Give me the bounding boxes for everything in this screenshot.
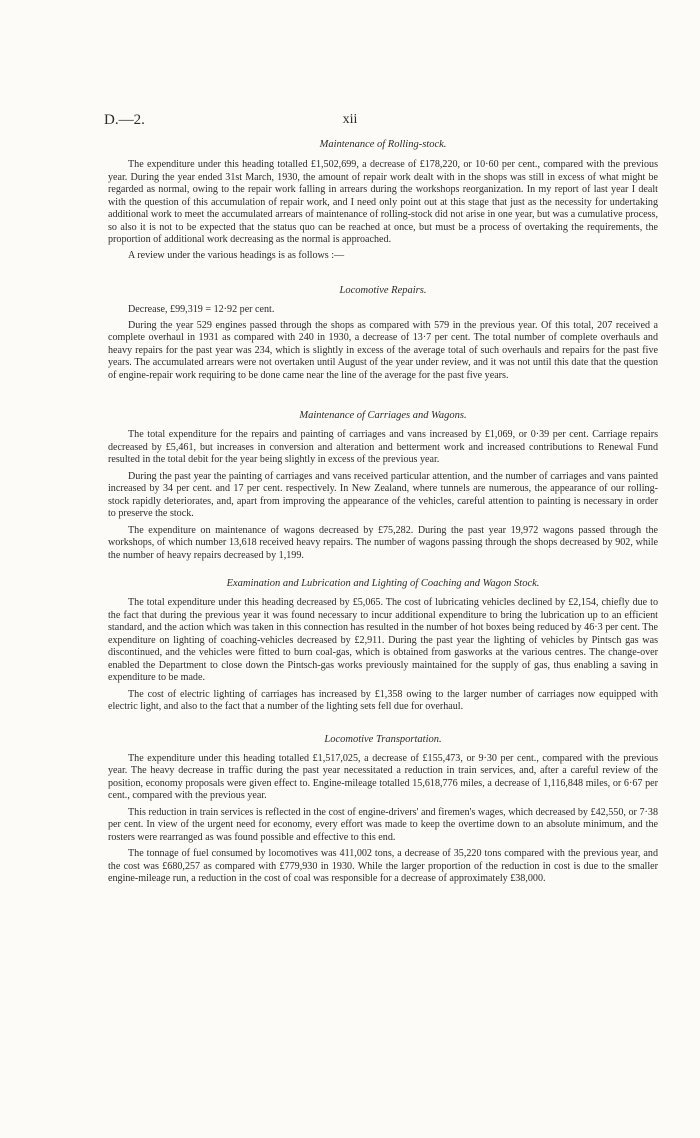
paragraph-rolling-stock-2: A review under the various headings is as follows :— [128, 249, 345, 261]
paragraph-locomotive-repairs: During the year 529 engines passed through the shops as compared with 579 in the previous year. Of this total, 207 received a complete overhaul in 1931 as compared with 240 in 1930, a decrease of 13·7 per cent. The total number of complete overhauls and heavy repairs for the past year was 234, which is slightly in excess of the average total of such overhauls and repairs for the past five years. The accumulated arrears were not overtaken until August of the year under review, and it was not until this date that the question of engine-repair work requiring to be done came near the line of the average for the past five years. [108, 319, 658, 381]
paragraph-locomotive-decrease: Decrease, £99,319 = 12·92 per cent. [128, 304, 275, 315]
page-reference: D.—2. [104, 112, 145, 128]
section-heading-rolling-stock: Maintenance of Rolling-stock. [319, 139, 447, 150]
paragraph-carriages-1: The total expenditure for the repairs and painting of carriages and vans increased by £1,069, or 0·39 per cent. Carriage repairs decreased by £5,461, but increases in conversion and alteration and betterment work and increased contributions to Renewal Fund resulted in the total debit for the year being slightly in excess of the previous year. [108, 429, 658, 465]
section-heading-locomotive-repairs: Locomotive Repairs. [339, 285, 427, 296]
paragraph-transportation-3: The tonnage of fuel consumed by locomotives was 411,002 tons, a decrease of 35,220 tons compared with the previous year, and the cost was £680,257 as compared with £779,930 in 1930. While the larger proportion of the reduction in cost is due to the smaller engine-mileage run, a reduction in the cost of coal was responsible for a decrease of approximately £38,000. [108, 848, 658, 884]
paragraph-transportation-1: The expenditure under this heading totalled £1,517,025, a decrease of £155,473, or 9·30 per cent., compared with the previous year. The heavy decrease in traffic during the past year necessitated a reduction in train services, and, after a careful review of the position, economy proposals were given effect to. Engine-mileage totalled 15,618,776 miles, a decrease of 1,116,848 miles, or 6·67 per cent., compared with the previous year. [108, 752, 658, 801]
section-heading-examination-lighting: Examination and Lubrication and Lighting of Coaching and Wagon Stock. [226, 578, 540, 589]
paragraph-rolling-stock-1: The expenditure under this heading totalled £1,502,699, a decrease of £178,220, or 10·60 per cent., compared with the previous year. During the year ended 31st March, 1930, the amount of repair work dealt with in the shops was still in excess of what might be regarded as normal, owing to the repair work falling in arrears during the workshops reorganization. In my report of last year I dealt with the question of this accumulation of repair work, and I need only point out at this stage that just as the necessity for undertaking additional work to meet the accumulated arrears of maintenance of rolling-stock did not arise in one year, but was a cumulative process, so also it is not to be expected that the status quo can be reached at once, but must be a process of overtaking the requirements, the proportion of additional work decreasing as the normal is approached. [108, 159, 658, 245]
paragraph-carriages-3: The expenditure on maintenance of wagons decreased by £75,282. During the past year 19,972 wagons passed through the workshops, of which number 13,618 received heavy repairs. The number of wagons passing through the shops decreased by 902, while the number of heavy repairs decreased by 1,199. [108, 524, 658, 561]
paragraph-carriages-2: During the past year the painting of carriages and vans received particular attention, and the number of carriages and vans painted increased by 34 per cent. and 17 per cent. respectively. In New Zealand, where tunnels are numerous, the appearance of our rolling-stock rapidly deteriorates, and, apart from improving the appearance of the vehicles, careful attention to painting is necessary in order to preserve the stock. [108, 470, 658, 519]
paragraph-examination-2: The cost of electric lighting of carriages has increased by £1,358 owing to the larger number of carriages now equipped with electric light, and also to the fact that a number of the lighting sets fell due for overhaul. [108, 688, 658, 712]
page-body [108, 138, 658, 886]
page-number: xii [342, 112, 358, 127]
paragraph-transportation-2: This reduction in train services is reflected in the cost of engine-drivers' and firemen's wages, which decreased by £42,550, or 7·38 per cent. In view of the urgent need for economy, every effort was made to keep the overtime down to an absolute minimum, and the rosters were rearranged as was found possible and effective to this end. [108, 806, 658, 843]
paragraph-examination-1: The total expenditure under this heading decreased by £5,065. The cost of lubricating vehicles declined by £2,154, chiefly due to the fact that during the previous year it was found necessary to incur additional expenditure to bring the lubrication up to an efficient standard, and the action which was taken in this connection has resulted in the number of hot boxes being reduced by 46·3 per cent. The expenditure on lighting of coaching-vehicles decreased by £2,911. During the past year the lighting of vehicles by Pintsch gas was discontinued, and the vehicles were fitted to burn coal-gas, which is obtained from gasworks at the various centres. The change-over enabled the Department to close down the Pintsch-gas works previously maintained for the supply of gas, thus enabling a saving in expenditure to be made. [108, 597, 658, 683]
section-heading-carriages-wagons: Maintenance of Carriages and Wagons. [299, 410, 467, 421]
section-heading-locomotive-transportation: Locomotive Transportation. [324, 733, 442, 745]
